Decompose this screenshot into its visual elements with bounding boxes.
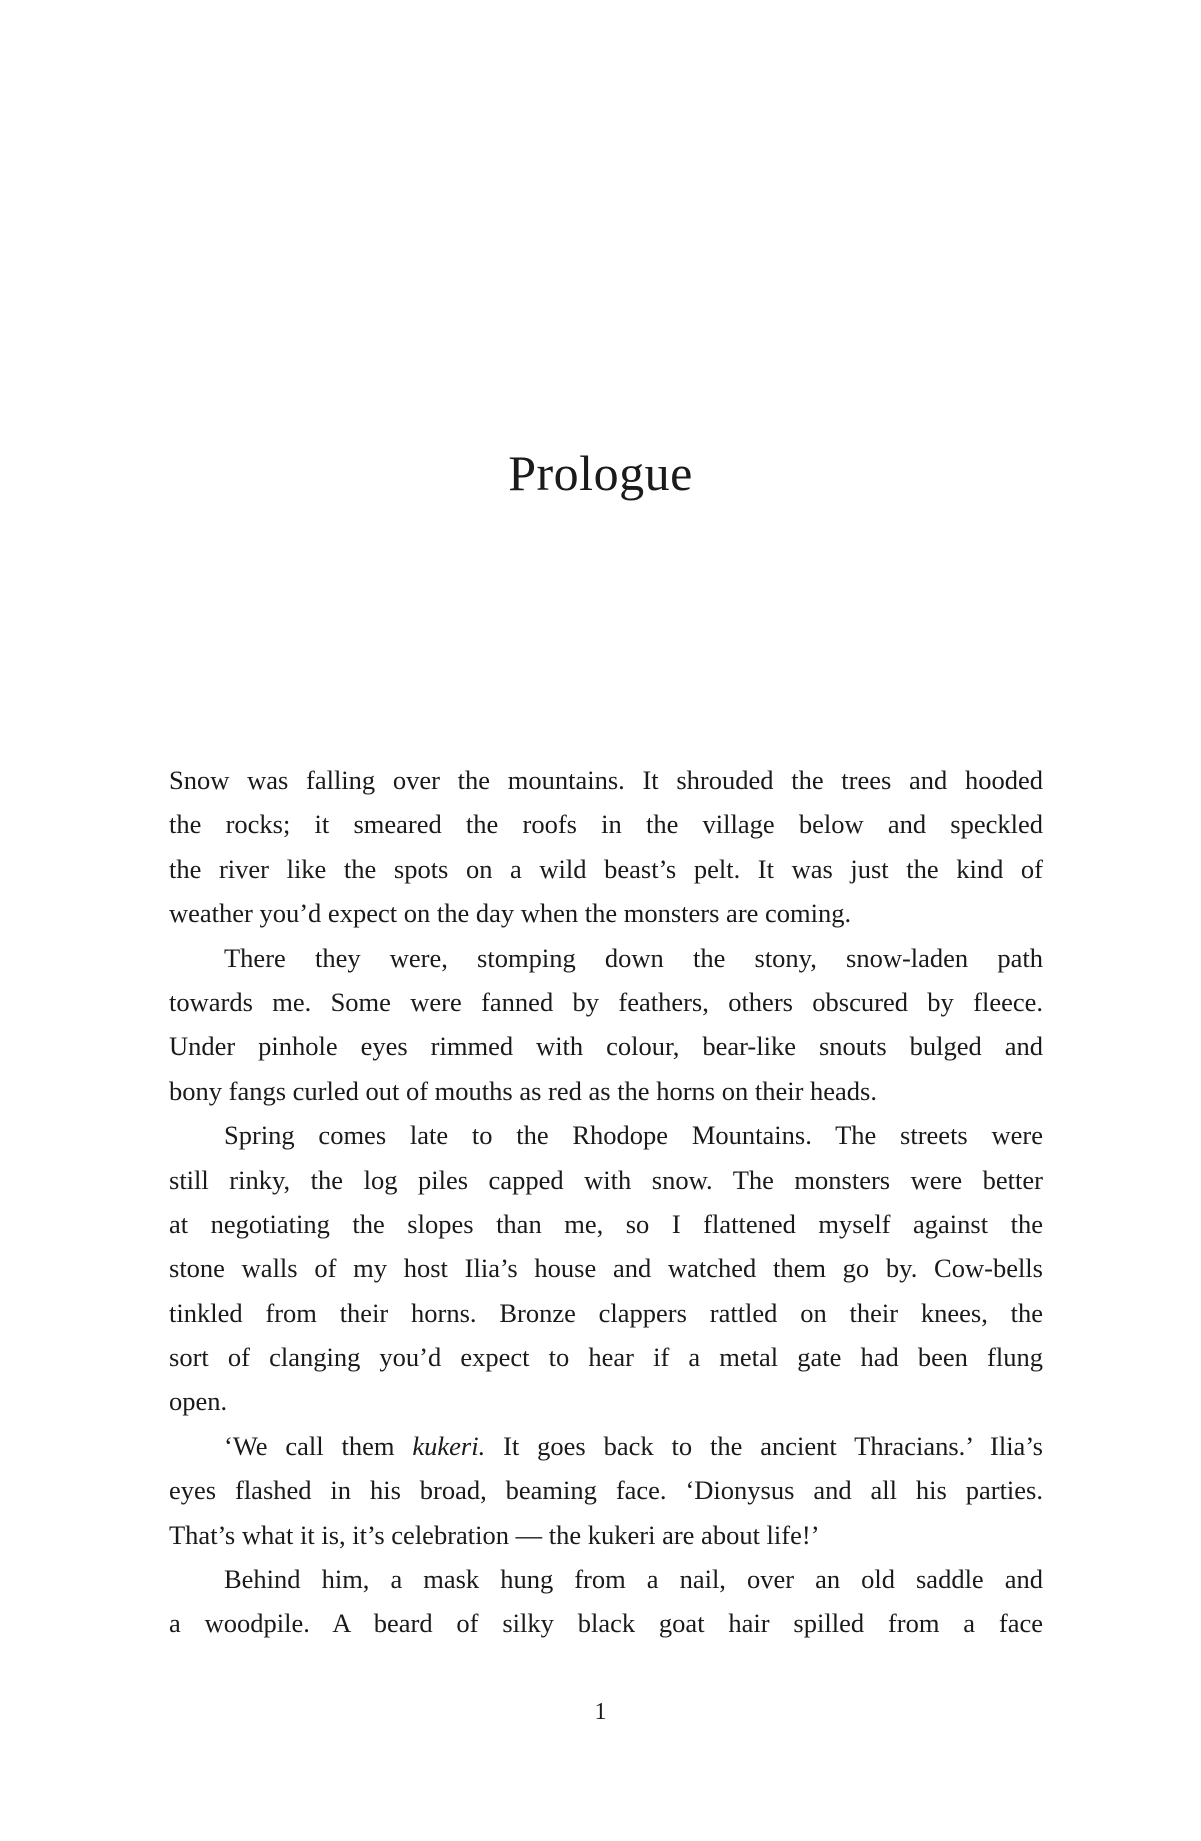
- text-line: eyes flashed in his broad, beaming face. ‘Dionysus and all his parties.: [169, 1475, 1043, 1506]
- page-number: 1: [594, 1699, 607, 1725]
- text-line: tinkled from their horns. Bronze clappers rattled on their knees, the: [169, 1297, 1043, 1328]
- text-segment: It goes back to the ancient Thracians.’ Ilia’s: [485, 1430, 1043, 1461]
- text-line: open.: [169, 1386, 228, 1417]
- paragraph: [169, 1424, 1043, 1557]
- text-line: Under pinhole eyes rimmed with colour, bear-like snouts bulged and: [169, 1031, 1043, 1062]
- text-line: at negotiating the slopes than me, so I flattened myself against the: [169, 1208, 1043, 1239]
- italic-term: kukeri.: [412, 1430, 486, 1461]
- text-line: Behind him, a mask hung from a nail, over an old saddle and: [224, 1564, 1043, 1595]
- text-line: bony fangs curled out of mouths as red as the horns on their heads.: [169, 1075, 877, 1106]
- text-line: a woodpile. A beard of silky black goat hair spilled from a face: [169, 1608, 1043, 1639]
- text-line: sort of clanging you’d expect to hear if a metal gate had been flung: [169, 1342, 1043, 1373]
- text-line: the rocks; it smeared the roofs in the village below and speckled: [169, 809, 1043, 840]
- text-line: weather you’d expect on the day when the monsters are coming.: [169, 898, 852, 929]
- text-line: Snow was falling over the mountains. It shrouded the trees and hooded: [169, 765, 1043, 795]
- text-line: still rinky, the log piles capped with snow. The monsters were better: [169, 1164, 1043, 1195]
- paragraph: [169, 758, 1043, 936]
- body-text: [169, 758, 1043, 1646]
- chapter-title: Prologue: [508, 445, 693, 501]
- text-segment: ‘We call them: [224, 1430, 413, 1461]
- text-line: There they were, stomping down the stony, snow-laden path: [224, 942, 1043, 973]
- text-line: [169, 1424, 1043, 1468]
- text-line: towards me. Some were fanned by feathers, others obscured by fleece.: [169, 986, 1043, 1017]
- text-line: stone walls of my host Ilia’s house and watched them go by. Cow-bells: [169, 1253, 1043, 1284]
- text-line: the river like the spots on a wild beast’s pelt. It was just the kind of: [169, 853, 1043, 884]
- paragraph: [169, 936, 1043, 1114]
- paragraph: [169, 1557, 1043, 1646]
- paragraph: [169, 1113, 1043, 1424]
- text-line: Spring comes late to the Rhodope Mountains. The streets were: [224, 1120, 1043, 1151]
- text-line: That’s what it is, it’s celebration — the kukeri are about life!’: [169, 1519, 820, 1550]
